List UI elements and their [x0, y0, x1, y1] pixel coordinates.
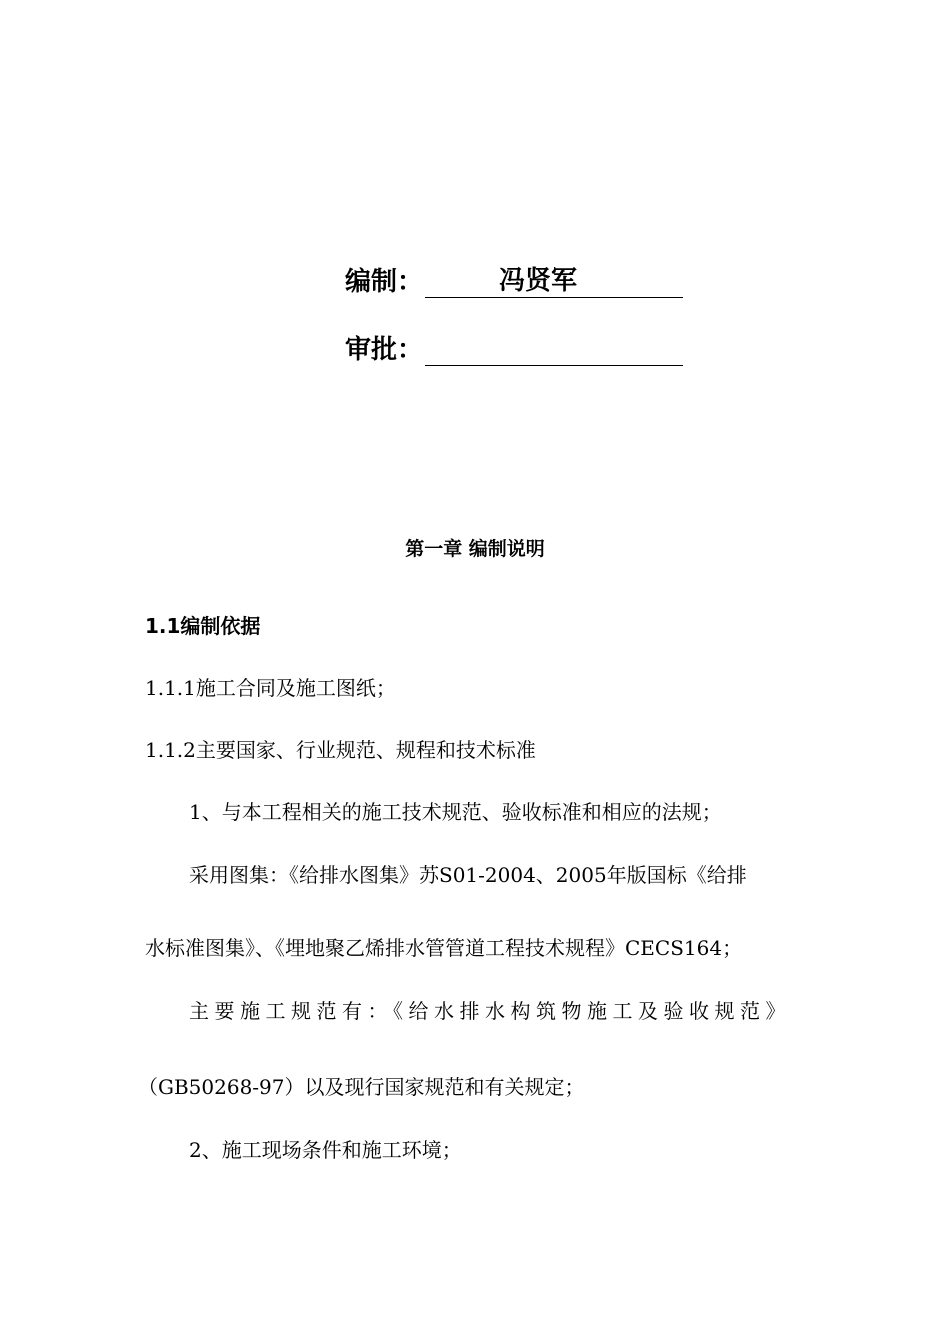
spec-line-1: 主要施工规范有：《给水排水构筑物施工及验收规范》: [189, 999, 791, 1023]
chapter-title: 第一章 编制说明: [405, 538, 545, 560]
approver-signoff-row: [345, 326, 683, 366]
section-heading: 1.1编制依据: [145, 614, 261, 638]
point-2: 2、施工现场条件和施工环境；: [189, 1138, 462, 1162]
point-1: 1、与本工程相关的施工技术规范、验收标准和相应的法规；: [189, 800, 722, 824]
item-1-1-1: 1.1.1施工合同及施工图纸；: [145, 676, 396, 700]
compiler-signature-line: [425, 265, 683, 298]
item-1-1-2: 1.1.2主要国家、行业规范、规程和技术标准: [145, 738, 536, 762]
compiler-signoff-row: [345, 258, 683, 298]
spec-line-2: （GB50268-97）以及现行国家规范和有关规定；: [138, 1075, 585, 1099]
atlas-line-2: 水标准图集》、《埋地聚乙烯排水管管道工程技术规程》CECS164；: [145, 936, 743, 960]
atlas-line-1: 采用图集：《给排水图集》苏S01-2004、2005年版国标《给排: [189, 863, 747, 887]
approver-signature-line: [425, 333, 683, 366]
compiler-name: 冯贤军: [499, 266, 578, 296]
approver-label: 审批：: [345, 335, 424, 365]
compiler-label: 编制：: [345, 267, 424, 297]
